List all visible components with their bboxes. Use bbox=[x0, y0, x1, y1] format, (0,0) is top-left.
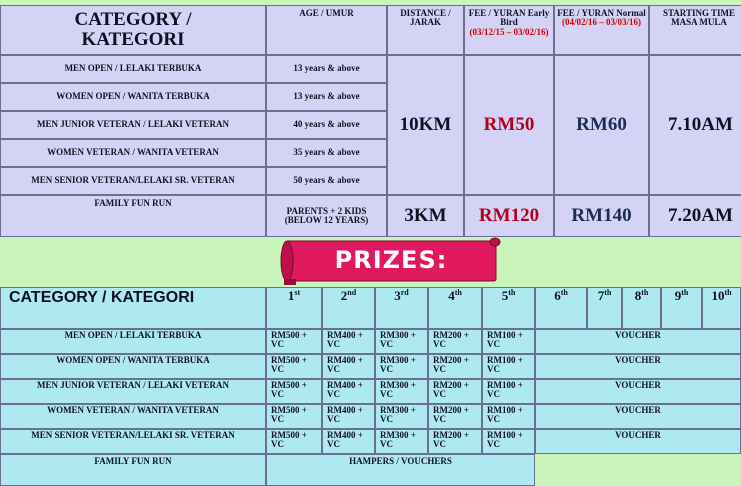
fee-row-1-age: 13 years & above bbox=[266, 55, 387, 83]
place-suffix: rd bbox=[400, 288, 409, 297]
fee-header-early-dates: (03/12/15 – 03/02/16) bbox=[469, 26, 549, 37]
fee-header-age: AGE / UMUR bbox=[266, 5, 387, 55]
place-header-9 bbox=[661, 287, 702, 329]
place-suffix: th bbox=[560, 288, 568, 297]
prize-family-value: HAMPERS / VOUCHERS bbox=[266, 454, 535, 486]
place-suffix: st bbox=[294, 288, 301, 297]
fee-family-age: PARENTS + 2 KIDS (BELOW 12 YEARS) bbox=[266, 195, 387, 237]
prize-row-2-category: WOMEN OPEN / WANITA TERBUKA bbox=[0, 354, 266, 379]
prize-row-1-place-3: RM300 + VC bbox=[375, 329, 428, 354]
fee-row-2-age: 13 years & above bbox=[266, 83, 387, 111]
place-number: 3 bbox=[394, 288, 401, 303]
prize-row-3-voucher: VOUCHER bbox=[535, 379, 741, 404]
fee-row-2-category: WOMEN OPEN / WANITA TERBUKA bbox=[0, 83, 266, 111]
prize-row-2-place-1: RM500 + VC bbox=[266, 354, 322, 379]
place-number: 7 bbox=[597, 288, 605, 303]
fee-header-early-label: FEE / YURAN Early Bird bbox=[468, 8, 550, 28]
prizes-banner bbox=[278, 237, 504, 287]
fee-header-normal-label: FEE / YURAN Normal bbox=[557, 8, 646, 18]
fee-header-normal-dates: (04/02/16 – 03/03/16) bbox=[562, 17, 641, 28]
fee-header-category: CATEGORY / KATEGORI bbox=[0, 5, 266, 55]
prize-header-category: CATEGORY / KATEGORI bbox=[0, 287, 266, 329]
fee-row-4-age: 35 years & above bbox=[266, 139, 387, 167]
place-header-5 bbox=[482, 287, 535, 329]
place-number: 10 bbox=[711, 288, 725, 303]
prize-row-1-voucher: VOUCHER bbox=[535, 329, 741, 354]
prize-row-5-voucher: VOUCHER bbox=[535, 429, 741, 454]
prize-row-4-place-2: RM400 + VC bbox=[322, 404, 375, 429]
start-time-10km: 7.10AM bbox=[649, 55, 741, 195]
fee-row-5-category: MEN SENIOR VETERAN/LELAKI SR. VETERAN bbox=[0, 167, 266, 195]
prize-row-4-place-5: RM100 + VC bbox=[482, 404, 535, 429]
place-number: 8 bbox=[634, 288, 642, 303]
prize-row-1-place-4: RM200 + VC bbox=[428, 329, 482, 354]
fee-header-distance: DISTANCE / JARAK bbox=[387, 5, 464, 55]
place-header-10 bbox=[702, 287, 741, 329]
fee-normal-10km: RM60 bbox=[554, 55, 649, 195]
prizes-banner-label: PRIZES: bbox=[334, 246, 448, 274]
prize-row-2-place-4: RM200 + VC bbox=[428, 354, 482, 379]
prize-row-5-place-3: RM300 + VC bbox=[375, 429, 428, 454]
place-number: 6 bbox=[554, 288, 561, 303]
place-number: 4 bbox=[448, 288, 455, 303]
prize-row-2-place-5: RM100 + VC bbox=[482, 354, 535, 379]
place-suffix: th bbox=[641, 288, 649, 297]
prize-row-3-place-3: RM300 + VC bbox=[375, 379, 428, 404]
prize-row-5-category: MEN SENIOR VETERAN/LELAKI SR. VETERAN bbox=[0, 429, 266, 454]
prize-row-4-place-4: RM200 + VC bbox=[428, 404, 482, 429]
place-suffix: th bbox=[724, 288, 732, 297]
place-suffix: nd bbox=[347, 288, 357, 297]
prize-row-1-category: MEN OPEN / LELAKI TERBUKA bbox=[0, 329, 266, 354]
place-number: 5 bbox=[501, 288, 509, 303]
place-header-8 bbox=[622, 287, 661, 329]
prize-row-3-category: MEN JUNIOR VETERAN / LELAKI VETERAN bbox=[0, 379, 266, 404]
distance-3km: 3KM bbox=[387, 195, 464, 237]
place-suffix: th bbox=[604, 288, 612, 297]
prize-row-5-place-4: RM200 + VC bbox=[428, 429, 482, 454]
place-header-1 bbox=[266, 287, 322, 329]
fee-normal-family: RM140 bbox=[554, 195, 649, 237]
place-header-4 bbox=[428, 287, 482, 329]
prize-row-1-place-2: RM400 + VC bbox=[322, 329, 375, 354]
prize-row-4-category: WOMEN VETERAN / WANITA VETERAN bbox=[0, 404, 266, 429]
place-number: 1 bbox=[287, 288, 295, 303]
prize-row-2-place-3: RM300 + VC bbox=[375, 354, 428, 379]
prize-row-1-place-1: RM500 + VC bbox=[266, 329, 322, 354]
prize-row-2-voucher: VOUCHER bbox=[535, 354, 741, 379]
place-suffix: th bbox=[681, 288, 689, 297]
prize-row-3-place-1: RM500 + VC bbox=[266, 379, 322, 404]
fee-family-category: FAMILY FUN RUN bbox=[0, 195, 266, 237]
place-header-7 bbox=[587, 287, 622, 329]
fee-header-normal bbox=[554, 5, 649, 55]
place-suffix: th bbox=[454, 288, 462, 297]
prize-row-4-place-1: RM500 + VC bbox=[266, 404, 322, 429]
place-header-2 bbox=[322, 287, 375, 329]
start-time-family: 7.20AM bbox=[649, 195, 741, 237]
distance-10km: 10KM bbox=[387, 55, 464, 195]
place-number: 9 bbox=[674, 288, 682, 303]
place-header-3 bbox=[375, 287, 428, 329]
prize-row-4-place-3: RM300 + VC bbox=[375, 404, 428, 429]
fee-header-start: STARTING TIME MASA MULA bbox=[649, 5, 741, 55]
place-suffix: th bbox=[508, 288, 516, 297]
place-number: 2 bbox=[340, 288, 348, 303]
prize-row-5-place-1: RM500 + VC bbox=[266, 429, 322, 454]
prize-row-2-place-2: RM400 + VC bbox=[322, 354, 375, 379]
fee-row-3-age: 40 years & above bbox=[266, 111, 387, 139]
fee-row-3-category: MEN JUNIOR VETERAN / LELAKI VETERAN bbox=[0, 111, 266, 139]
prize-row-5-place-5: RM100 + VC bbox=[482, 429, 535, 454]
prize-row-5-place-2: RM400 + VC bbox=[322, 429, 375, 454]
prize-family-category: FAMILY FUN RUN bbox=[0, 454, 266, 486]
fee-header-early bbox=[464, 5, 554, 55]
fee-early-10km: RM50 bbox=[464, 55, 554, 195]
fee-early-family: RM120 bbox=[464, 195, 554, 237]
fee-row-1-category: MEN OPEN / LELAKI TERBUKA bbox=[0, 55, 266, 83]
prize-row-3-place-4: RM200 + VC bbox=[428, 379, 482, 404]
fee-row-4-category: WOMEN VETERAN / WANITA VETERAN bbox=[0, 139, 266, 167]
prize-row-1-place-5: RM100 + VC bbox=[482, 329, 535, 354]
prize-row-3-place-5: RM100 + VC bbox=[482, 379, 535, 404]
fee-row-5-age: 50 years & above bbox=[266, 167, 387, 195]
prize-row-4-voucher: VOUCHER bbox=[535, 404, 741, 429]
prize-row-3-place-2: RM400 + VC bbox=[322, 379, 375, 404]
place-header-6 bbox=[535, 287, 587, 329]
